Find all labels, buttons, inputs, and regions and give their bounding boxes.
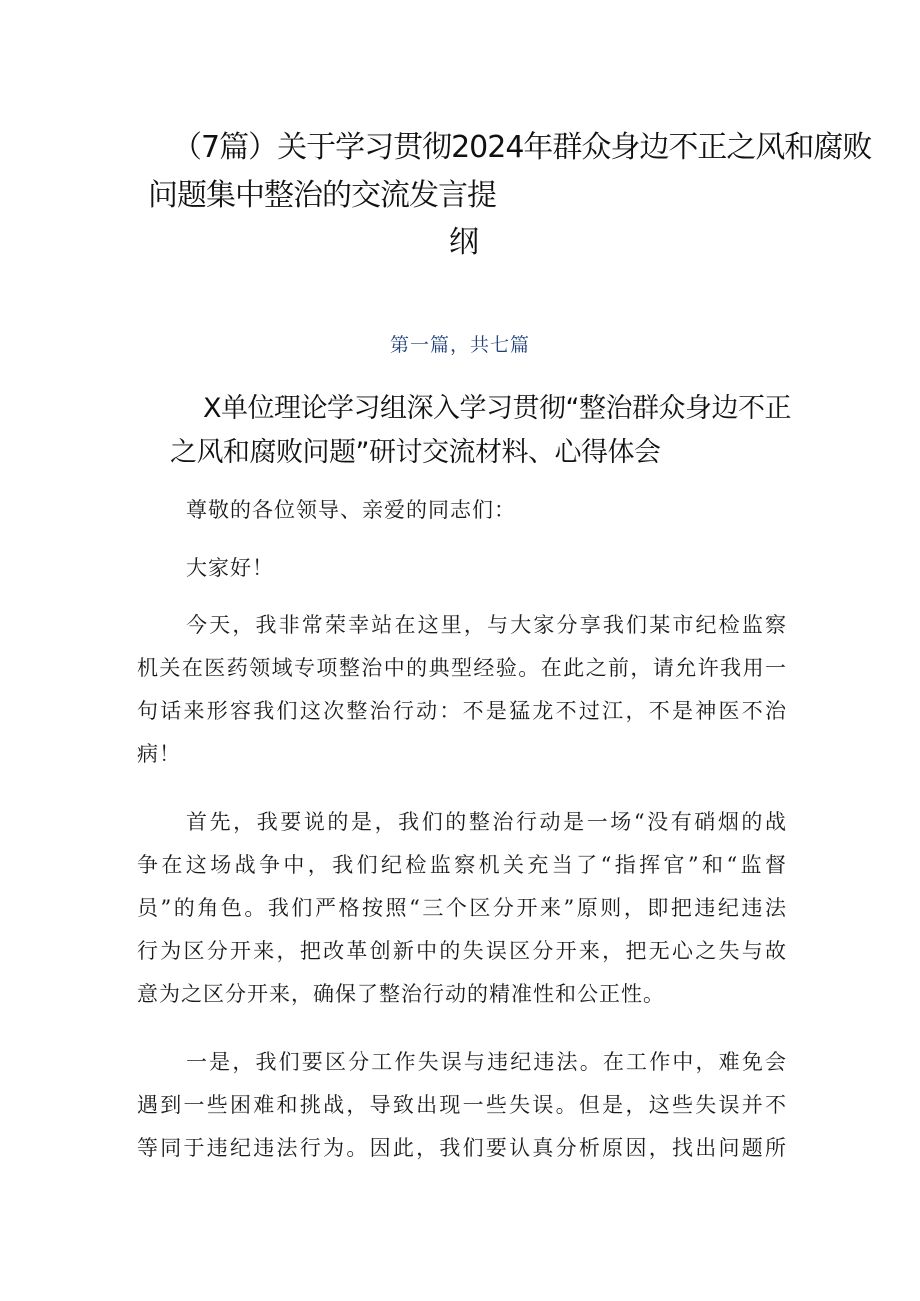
paragraph-2-line-2: 争在这场战争中，我们纪检监察机关充当了“指挥官”和“监督 (137, 853, 787, 877)
paragraph-1-line-3: 句话来形容我们这次整治行动：不是猛龙不过江，不是神医不治 (137, 699, 787, 723)
paragraph-3-line-3: 等同于违纪违法行为。因此，我们要认真分析原因，找出问题所 (137, 1136, 787, 1160)
paragraph-1-line-4: 病！ (137, 742, 181, 766)
paragraph-2-line-1: 首先，我要说的是，我们的整治行动是一场“没有硝烟的战 (186, 810, 787, 834)
document-title-line-1: （7篇）关于学习贯彻2024年群众身边不正之风和腐败 (172, 130, 872, 165)
paragraph-2-line-4: 行为区分开来，把改革创新中的失误区分开来，把无心之失与故 (137, 939, 787, 963)
document-title-line-3: 纲 (449, 225, 478, 260)
paragraph-3-line-1: 一是，我们要区分工作失误与违纪违法。在工作中，难免会 (186, 1050, 787, 1074)
paragraph-3-line-2: 遇到一些困难和挑战，导致出现一些失误。但是，这些失误并不 (137, 1093, 787, 1117)
document-title-line-2: 问题集中整治的交流发言提 (148, 178, 496, 213)
subtitle-line-1: X单位理论学习组深入学习贯彻“整治群众身边不正 (203, 393, 791, 424)
greeting: 大家好！ (186, 556, 274, 580)
salutation: 尊敬的各位领导、亲爱的同志们： (186, 498, 516, 522)
section-label: 第一篇，共七篇 (389, 334, 530, 356)
subtitle-line-2: 之风和腐败问题”研讨交流材料、心得体会 (170, 437, 661, 468)
paragraph-2-line-3: 员”的角色。我们严格按照“三个区分开来”原则，即把违纪违法 (137, 896, 787, 920)
paragraph-1-line-2: 机关在医药领域专项整治中的典型经验。在此之前，请允许我用一 (137, 656, 787, 680)
paragraph-1-line-1: 今天，我非常荣幸站在这里，与大家分享我们某市纪检监察 (186, 613, 787, 637)
paragraph-2-line-5: 意为之区分开来，确保了整治行动的精准性和公正性。 (137, 982, 665, 1006)
